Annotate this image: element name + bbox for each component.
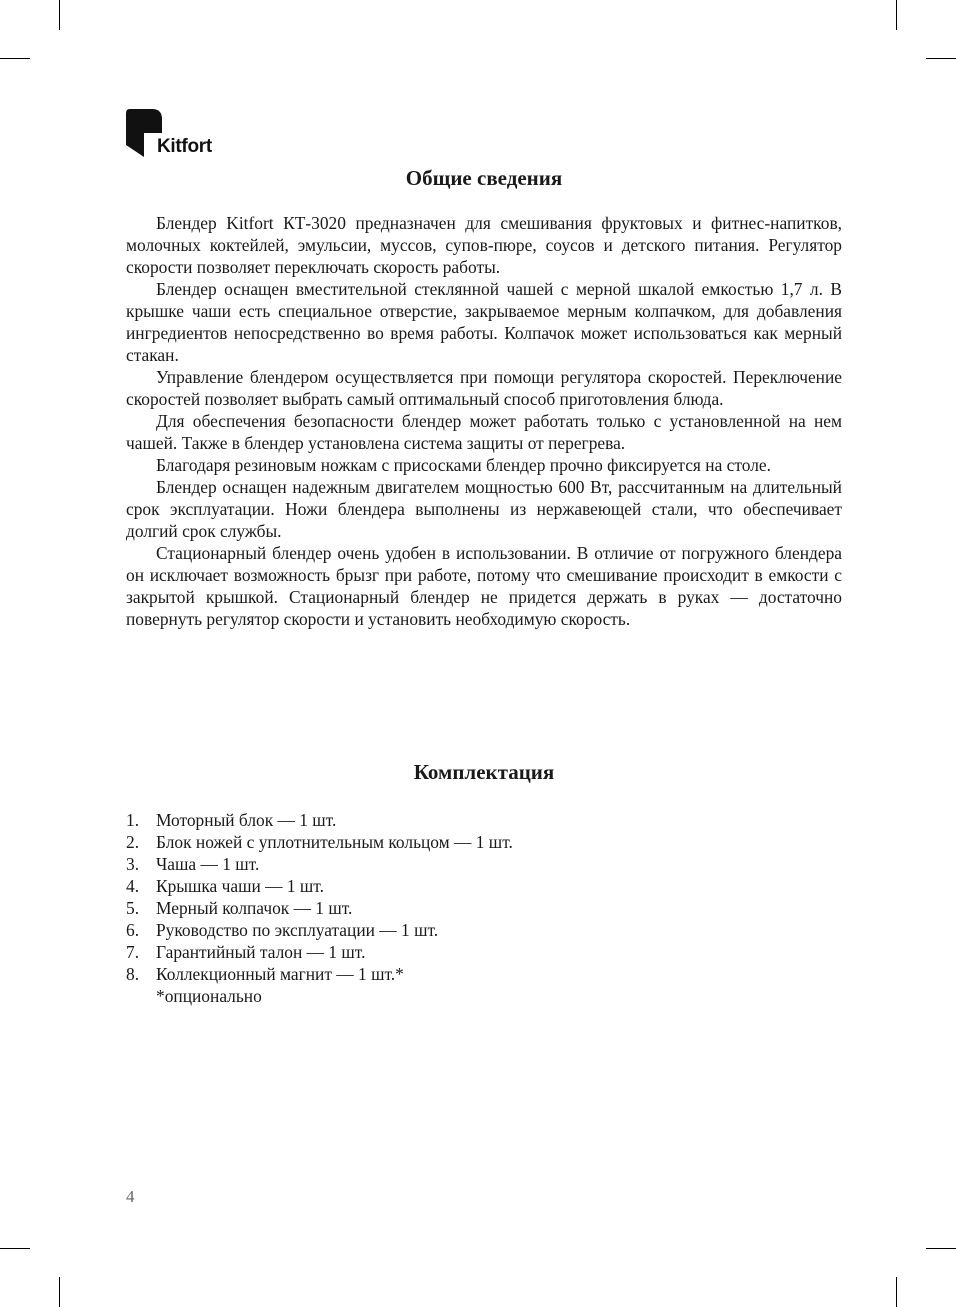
paragraph: Блендер оснащен вместительной стеклянной чашей с мерной шкалой емкостью 1,7 л. В крышке чаши есть специальное отверстие, закрываемое мерным колпачком, для добавления ингредиентов непосредственно во время работы. Колпачок может использоваться как мерный стакан. bbox=[126, 279, 842, 365]
list-number: 1. bbox=[126, 810, 140, 830]
list-number: 8. bbox=[126, 964, 140, 984]
list-number: 6. bbox=[126, 920, 140, 940]
brand-name: Kitfort bbox=[157, 136, 212, 157]
list-item bbox=[126, 831, 842, 853]
crop-mark bbox=[59, 1277, 60, 1307]
list-text: Мерный колпачок — 1 шт. bbox=[156, 898, 353, 918]
section-title-kit: Комплектация bbox=[413, 760, 555, 784]
crop-mark bbox=[0, 1248, 30, 1249]
list-text: Крышка чаши — 1 шт. bbox=[156, 876, 324, 896]
list-item bbox=[126, 809, 842, 831]
crop-mark bbox=[926, 1248, 956, 1249]
paragraph: Стационарный блендер очень удобен в использовании. В отличие от погружного блендера он исключает возможность брызг при работе, потому что смешивание происходит в емкости с закрытой крышкой. Стационарный блендер не придется держать в руках — достаточно повернуть регулятор скорости и установить необходимую скорость. bbox=[126, 543, 842, 629]
general-text bbox=[126, 212, 842, 630]
list-item bbox=[126, 853, 842, 875]
list-number: 2. bbox=[126, 832, 140, 852]
paragraph: Благодаря резиновым ножкам с присосками блендер прочно фиксируется на столе. bbox=[156, 455, 771, 475]
crop-mark bbox=[0, 58, 30, 59]
paragraph: Управление блендером осуществляется при помощи регулятора скоростей. Переключение скоростей позволяет выбрать самый оптимальный способ приготовления блюда. bbox=[126, 367, 842, 409]
crop-mark bbox=[896, 0, 897, 30]
list-item bbox=[126, 919, 842, 941]
list-text: Блок ножей с уплотнительным кольцом — 1 шт. bbox=[156, 832, 513, 852]
list-item bbox=[126, 963, 842, 985]
list-text: Чаша — 1 шт. bbox=[156, 854, 260, 874]
section-title-general: Общие сведения bbox=[405, 166, 563, 190]
crop-mark bbox=[926, 58, 956, 59]
list-text: Руководство по эксплуатации — 1 шт. bbox=[156, 920, 439, 940]
paragraph: Блендер Kitfort КТ-3020 предназначен для смешивания фруктовых и фитнес-напитков, молочных коктейлей, эмульсии, муссов, супов-пюре, соусов и детского питания. Регулятор скорости позволяет переключать скорость работы. bbox=[126, 213, 842, 277]
list-text: Коллекционный магнит — 1 шт.* bbox=[156, 964, 404, 984]
paragraph: Для обеспечения безопасности блендер может работать только с установленной на нем чашей. Также в блендер установлена система защиты от перегрева. bbox=[126, 411, 842, 453]
list-item bbox=[126, 897, 842, 919]
list-number: 7. bbox=[126, 942, 140, 962]
footnote: *опционально bbox=[156, 986, 262, 1006]
list-number: 3. bbox=[126, 854, 140, 874]
crop-mark bbox=[59, 0, 60, 30]
list-text: Моторный блок — 1 шт. bbox=[156, 810, 337, 830]
list-number: 5. bbox=[126, 898, 140, 918]
crop-mark bbox=[896, 1277, 897, 1307]
page-number: 4 bbox=[126, 1187, 135, 1206]
list-text: Гарантийный талон — 1 шт. bbox=[156, 942, 366, 962]
brand-logo bbox=[126, 109, 226, 159]
list-item bbox=[126, 875, 842, 897]
list-item bbox=[126, 941, 842, 963]
paragraph: Блендер оснащен надежным двигателем мощностью 600 Вт, рассчитанным на длительный срок эксплуатации. Ножи блендера выполнены из нержавеющей стали, что обеспечивает долгий срок службы. bbox=[126, 477, 842, 541]
list-number: 4. bbox=[126, 876, 140, 896]
kit-list bbox=[126, 809, 842, 1007]
